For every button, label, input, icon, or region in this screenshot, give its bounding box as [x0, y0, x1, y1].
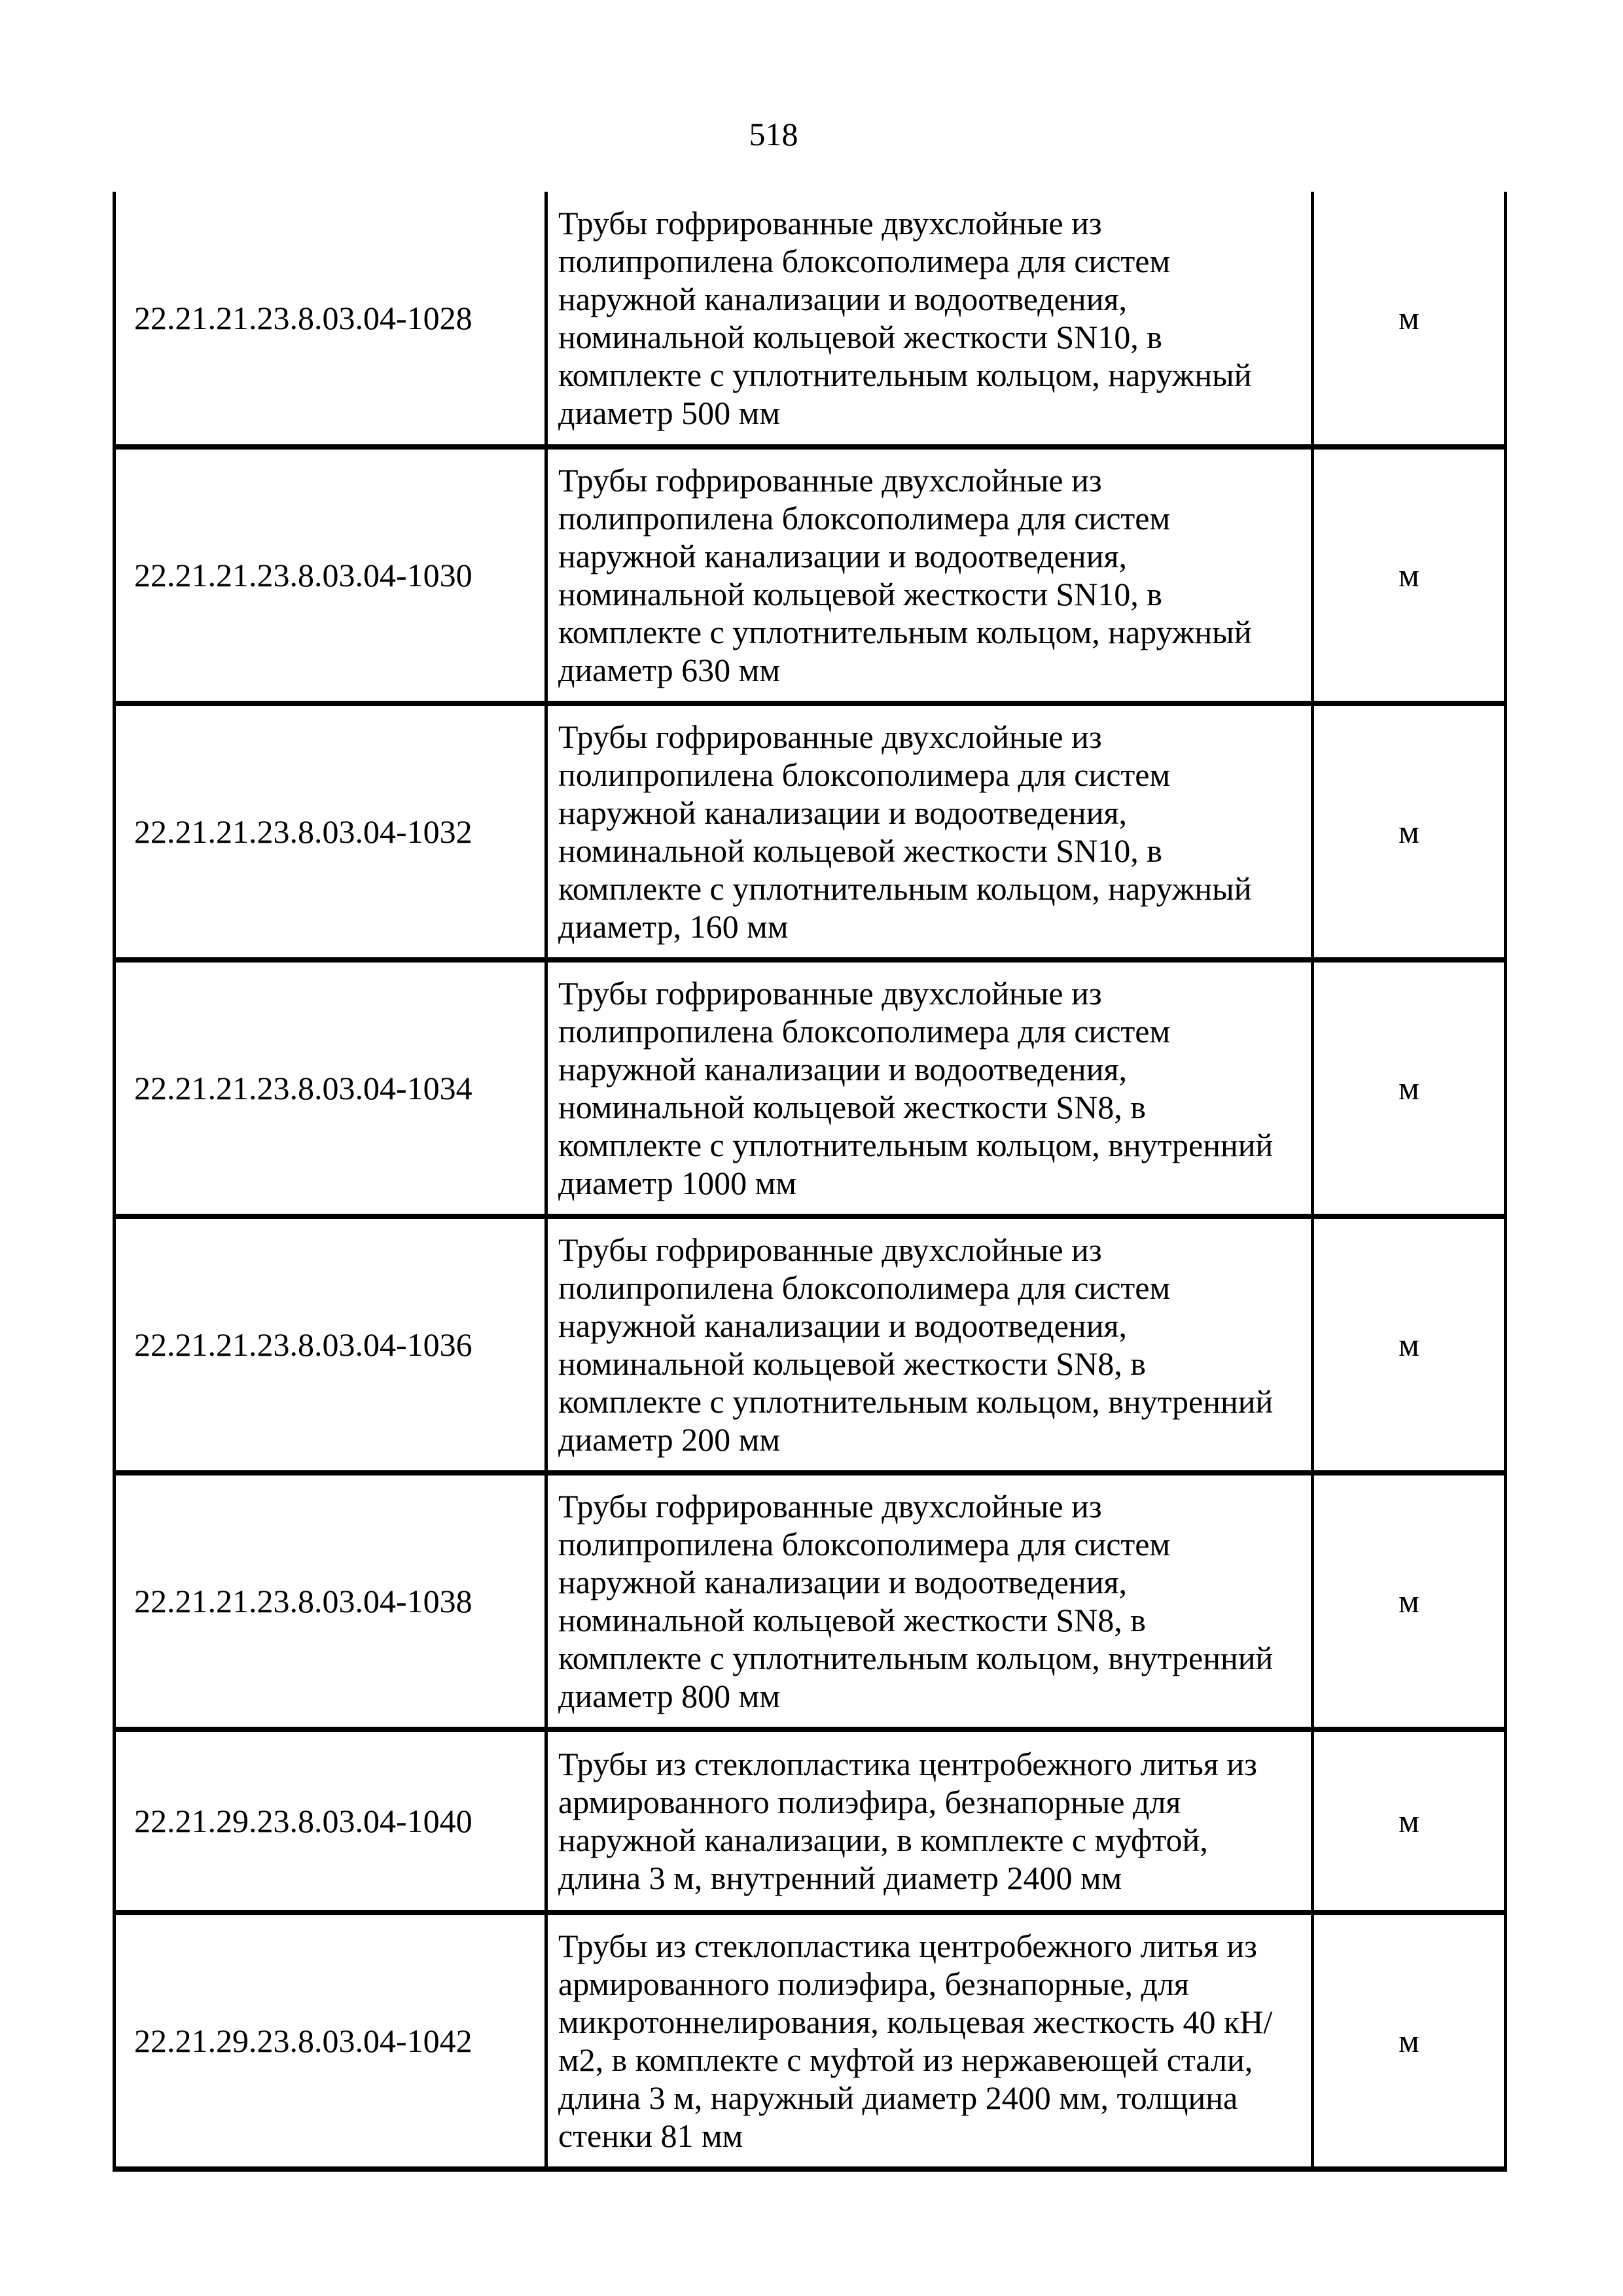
row-description: Трубы из стеклопластика центробежного литья из армированного полиэфира, безнапорные для наружной канализации, в комплекте с муфтой, длина 3 м, внутренний диаметр 2400 мм [546, 1729, 1313, 1913]
row-code: 22.21.21.23.8.03.04-1028 [115, 192, 546, 447]
row-description: Трубы гофрированные двухслойные из полипропилена блоксополимера для систем наружной канализации и водоотведения, номинальной кольцевой жесткости SN8, в комплекте с уплотнительным кольцом, внутренний диаметр 1000 мм [546, 960, 1313, 1216]
row-unit: м [1313, 703, 1506, 960]
table-row [115, 447, 1506, 703]
row-unit: м [1313, 192, 1506, 447]
row-unit: м [1313, 1216, 1506, 1473]
table-row [115, 1216, 1506, 1473]
row-code: 22.21.21.23.8.03.04-1038 [115, 1473, 546, 1729]
row-code: 22.21.21.23.8.03.04-1030 [115, 447, 546, 703]
row-code: 22.21.21.23.8.03.04-1034 [115, 960, 546, 1216]
row-unit: м [1313, 447, 1506, 703]
row-code: 22.21.21.23.8.03.04-1036 [115, 1216, 546, 1473]
row-description: Трубы из стеклопластика центробежного литья из армированного полиэфира, безнапорные, для микротоннелирования, кольцевая жесткость 40 кН/м2, в комплекте с муфтой из нержавеющей стали, длина 3 м, наружный диаметр 2400 мм, толщина стенки 81 мм [546, 1913, 1313, 2169]
table-row [115, 960, 1506, 1216]
row-unit: м [1313, 1729, 1506, 1913]
row-code: 22.21.29.23.8.03.04-1042 [115, 1913, 546, 2169]
table-row [115, 1729, 1506, 1913]
materials-table [113, 192, 1507, 2172]
row-code: 22.21.21.23.8.03.04-1032 [115, 703, 546, 960]
row-description: Трубы гофрированные двухслойные из полипропилена блоксополимера для систем наружной канализации и водоотведения, номинальной кольцевой жесткости SN10, в комплекте с уплотнительным кольцом, наружный диаметр, 160 мм [546, 703, 1313, 960]
row-description: Трубы гофрированные двухслойные из полипропилена блоксополимера для систем наружной канализации и водоотведения, номинальной кольцевой жесткости SN8, в комплекте с уплотнительным кольцом, внутренний диаметр 200 мм [546, 1216, 1313, 1473]
row-unit: м [1313, 1913, 1506, 2169]
row-description: Трубы гофрированные двухслойные из полипропилена блоксополимера для систем наружной канализации и водоотведения, номинальной кольцевой жесткости SN8, в комплекте с уплотнительным кольцом, внутренний диаметр 800 мм [546, 1473, 1313, 1729]
row-code: 22.21.29.23.8.03.04-1040 [115, 1729, 546, 1913]
table-row [115, 192, 1506, 447]
row-description: Трубы гофрированные двухслойные из полипропилена блоксополимера для систем наружной канализации и водоотведения, номинальной кольцевой жесткости SN10, в комплекте с уплотнительным кольцом, наружный диаметр 500 мм [546, 192, 1313, 447]
table-row [115, 703, 1506, 960]
row-unit: м [1313, 1473, 1506, 1729]
page-number: 518 [749, 116, 798, 152]
row-description: Трубы гофрированные двухслойные из полипропилена блоксополимера для систем наружной канализации и водоотведения, номинальной кольцевой жесткости SN10, в комплекте с уплотнительным кольцом, наружный диаметр 630 мм [546, 447, 1313, 703]
table-row [115, 1473, 1506, 1729]
row-unit: м [1313, 960, 1506, 1216]
table-row [115, 1913, 1506, 2169]
